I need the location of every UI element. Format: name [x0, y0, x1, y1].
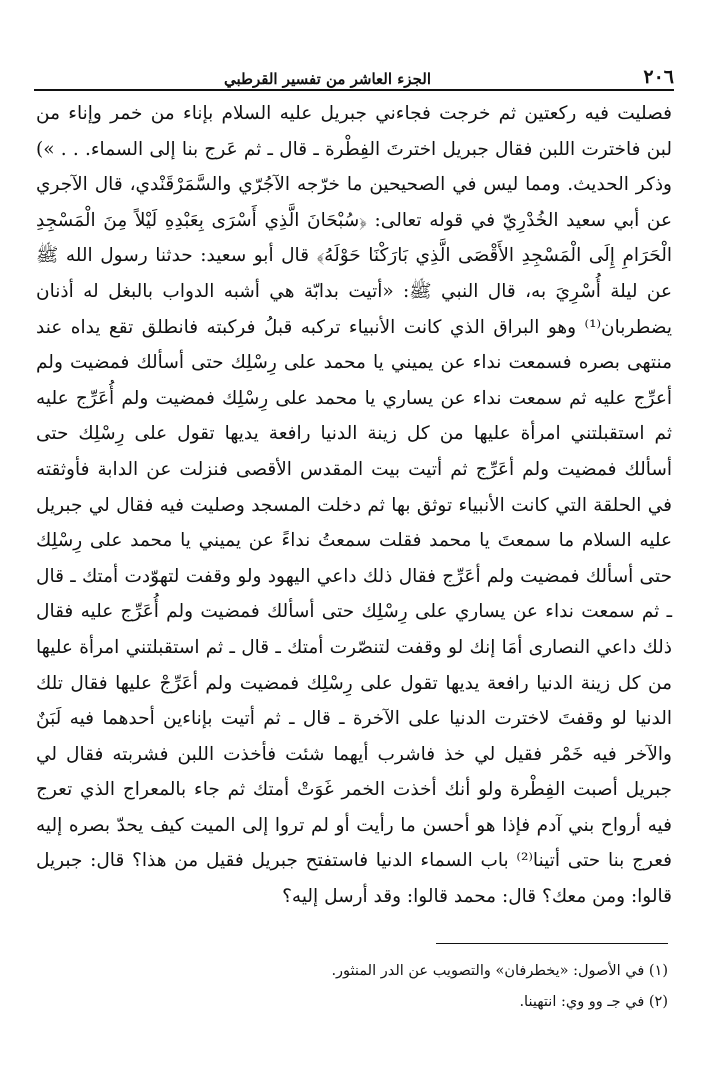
- main-text: [36, 96, 672, 915]
- page-header: [34, 54, 674, 88]
- body-paragraph: فصليت فيه ركعتين ثم خرجت فجاءني جبريل عليه السلام بإناء من خمر وإناء من لبن فاخترت اللبن فقال جبريل اخترتَ الفِطْرة ـ قال ـ ثم عَرج بنا إلى السماء. . . ») وذكر الحديث. ومما ليس في الصحيحين ما خرّجه الآجُرّي والسَّمَرْقَنْدي، قال الآجري عن أبي سعيد الخُدْرِيّ في قوله تعالى: ﴿سُبْحَانَ الَّذِي أَسْرَى بِعَبْدِهِ لَيْلاً مِنَ الْمَسْجِدِ الْحَرَامِ إِلَى الْمَسْجِدِ الأَقْصَى الَّذِي بَارَكْنَا حَوْلَهُ﴾ قال أبو سعيد: حدثنا رسول الله ﷺ عن ليلة أُسْرِيَ به، قال النبي ﷺ: «أتيت بدابّة هي أشبه الدواب بالبغل له أذنان يضطربان⁽¹⁾ وهو البراق الذي كانت الأنبياء تركبه قبلُ فركبته فانطلق تقع يداه عند منتهى بصره فسمعت نداء عن يميني يا محمد على رِسْلِك حتى أسألك فمضيت ولم أعرِّج عليه ثم سمعت نداء عن يساري يا محمد على رِسْلِك فمضيت ولم أُعَرِّج عليه ثم استقبلتني امرأة عليها من كل زينة الدنيا رافعة يديها تقول على رِسْلِك حتى أسألك فمضيت ولم أعَرِّج ثم أتيت بيت المقدس الأقصى فنزلت عن الدابة فأوثقته في الحلقة التي كانت الأنبياء توثق بها ثم دخلت المسجد وصليت فيه فقال لي جبريل عليه السلام ما سمعتَ يا محمد فقلت سمعتُ نداءً عن يميني يا محمد على رِسْلِك حتى أسألك فمضيت ولم أعَرِّج فقال ذلك داعي اليهود ولو وقفت لتهوّدت أمتك ـ قال ـ ثم سمعت نداء عن يساري على رِسْلِك حتى أسألك فمضيت ولم أُعَرِّج عليه فقال ذلك داعي النصارى أمَا إنك لو وقفت لتنصّرت أمتك ـ قال ـ ثم استقبلتني امرأة عليها من كل زينة الدنيا رافعة يديها تقول على رِسْلِك فمضيت ولم أعَرِّجْ عليها فقال تلك الدنيا لو وقفتَ لاخترت الدنيا على الآخرة ـ قال ـ ثم أتيت بإناءين أحدهما فيه لَبَنٌ والآخر فيه خَمْر فقيل لي خذ فاشرب أيهما شئت فأخذت اللبن فشربته فقال لي جبريل أصبت الفِطْرة ولو أنك أخذت الخمر غَوَتْ أمتك ثم جاء بالمعراج الذي تعرج فيه أرواح بني آدم فإذا هو أحسن ما رأيت أو لم تروا إلى الميت كيف يحدّ بصره إليه فعرج بنا حتى أتينا⁽²⁾ باب السماء الدنيا فاستفتح جبريل فقيل من هذا؟ قال: جبريل قالوا: ومن معك؟ قال: محمد قالوا: وقد أرسل إليه؟: [36, 103, 672, 908]
- footnotes: [36, 956, 668, 1018]
- page-number: ٢٠٦: [643, 66, 674, 88]
- running-title: الجزء العاشر من تفسير القرطبي: [224, 70, 431, 88]
- footnote-rule: [436, 943, 668, 944]
- footnote-1: (١) في الأصول: «يخطرفان» والتصويب عن الدر المنثور.: [331, 963, 668, 979]
- header-rule: [34, 89, 674, 91]
- footnote-2: (٢) في جـ وو وي: انتهينا.: [519, 994, 668, 1010]
